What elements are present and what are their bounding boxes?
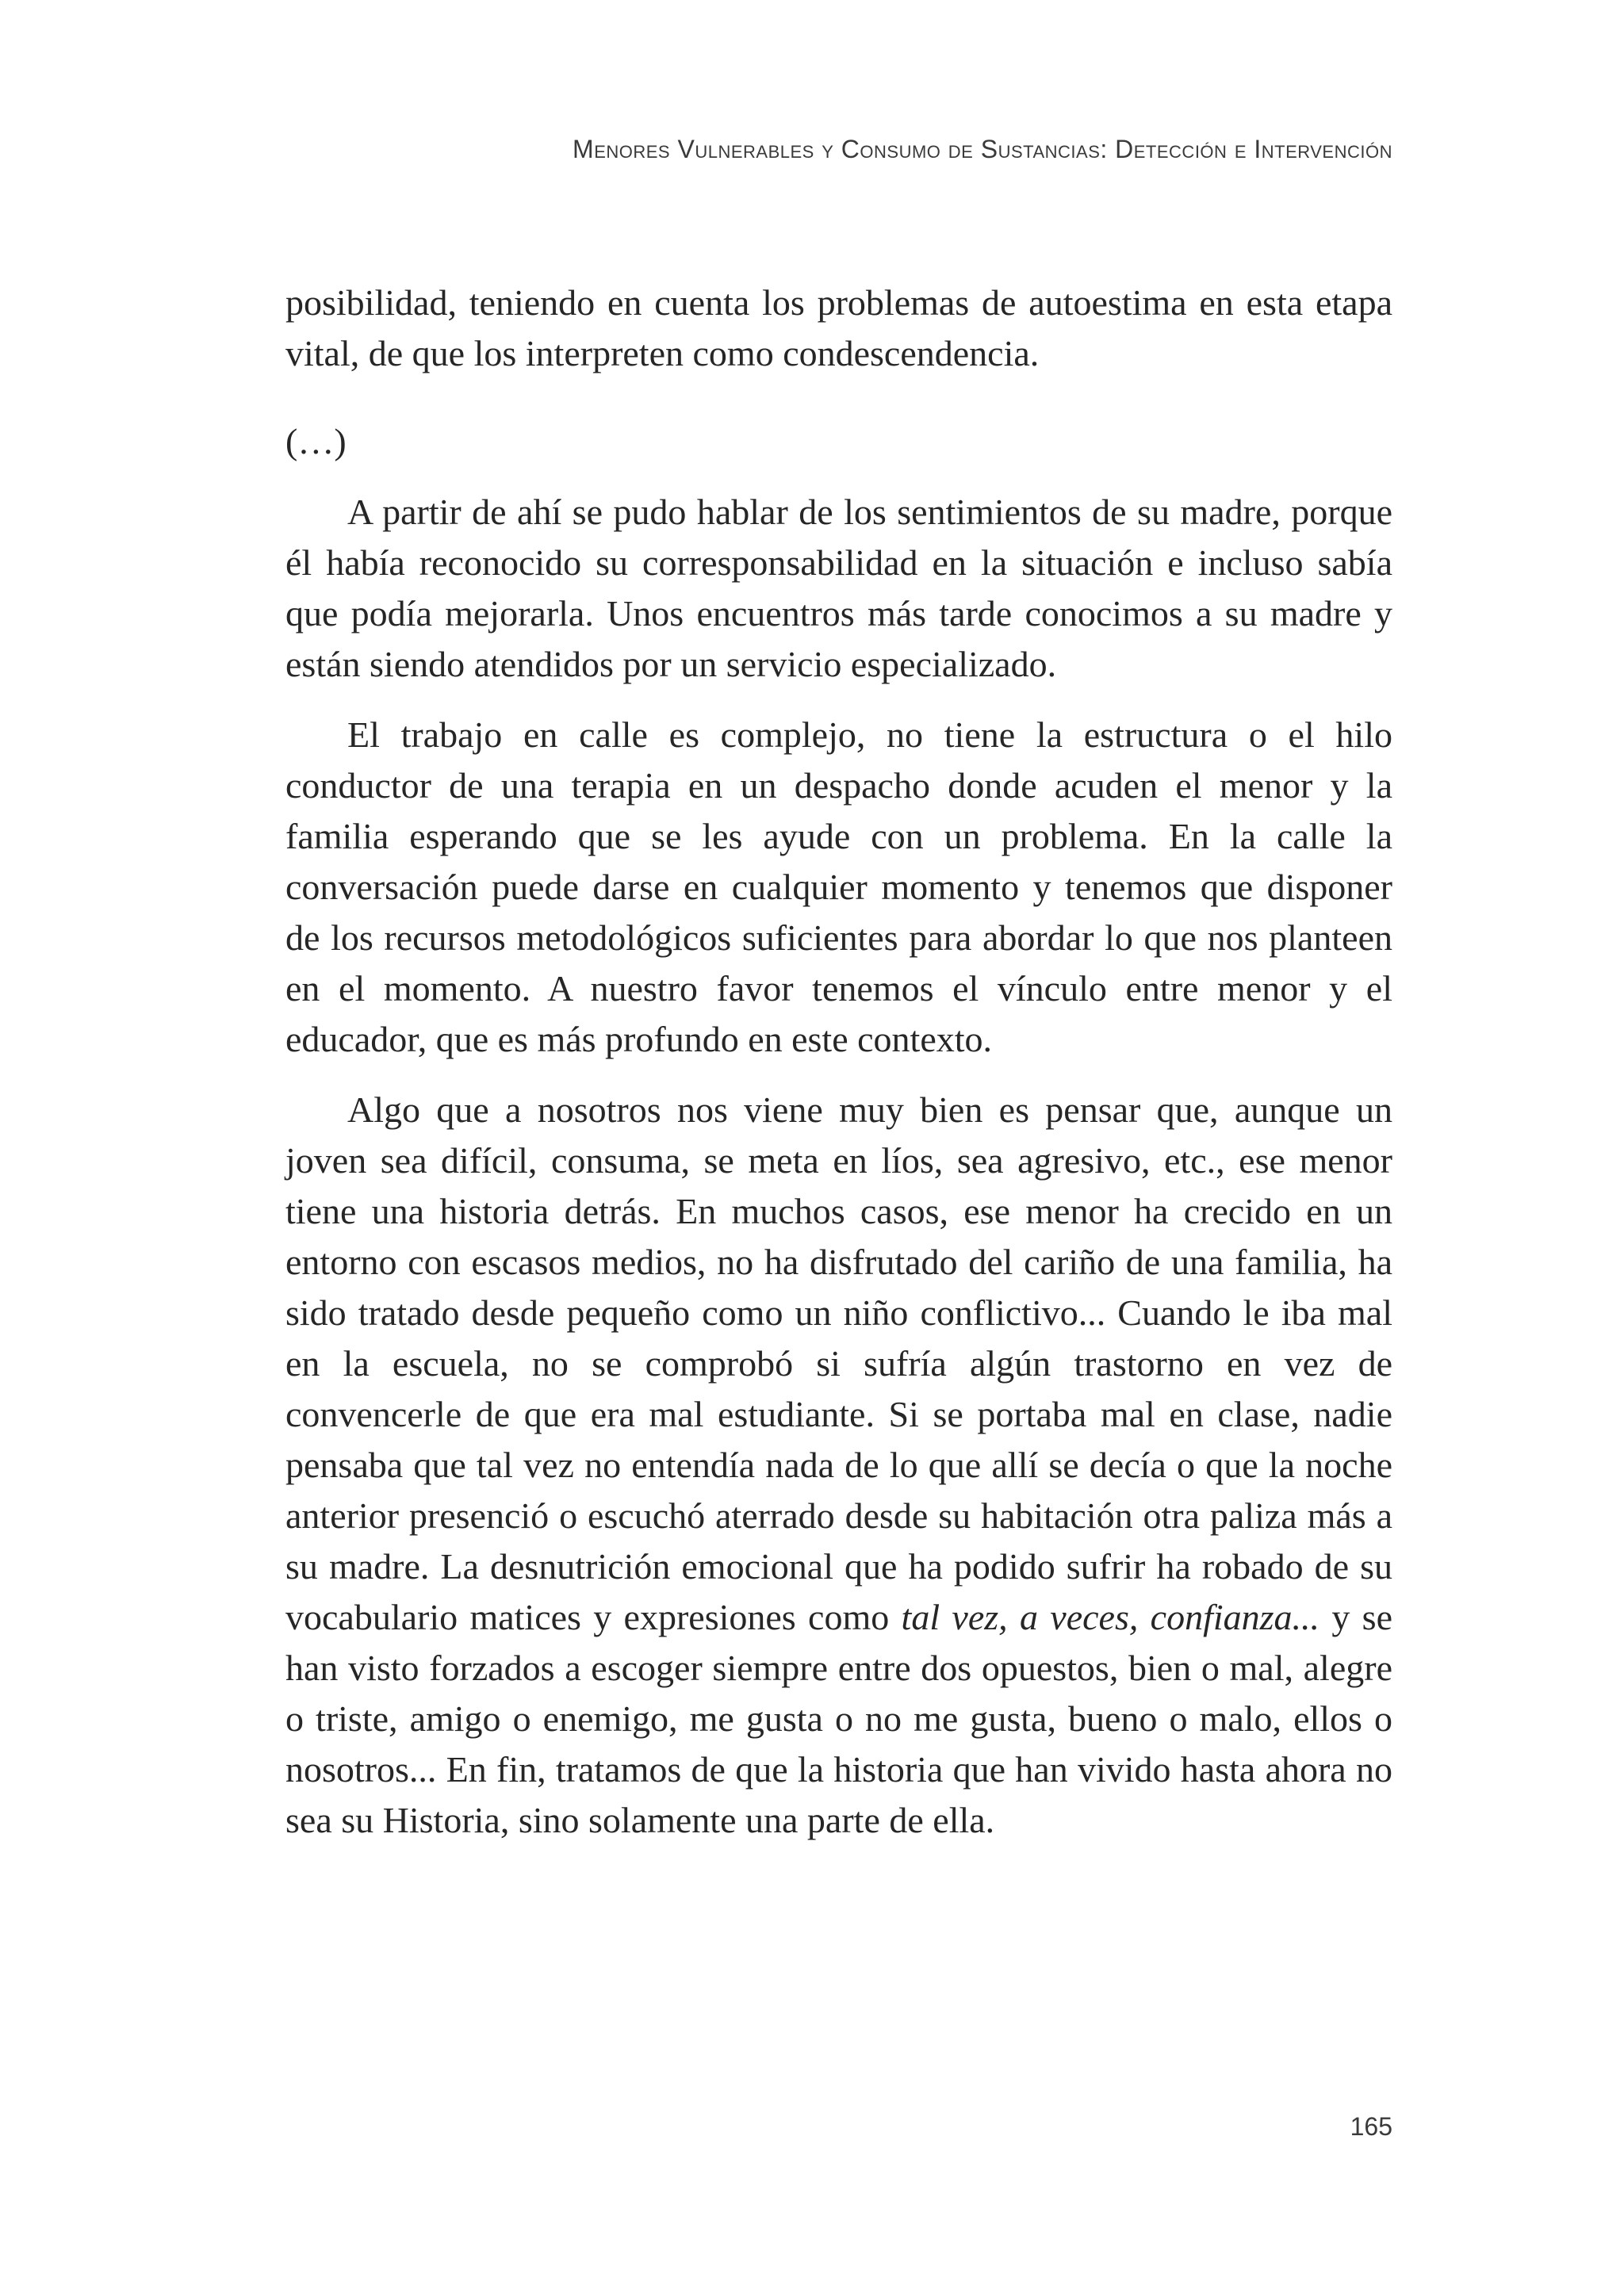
paragraph	[285, 1085, 1392, 1846]
body-text	[285, 278, 1392, 1866]
paragraph: El trabajo en calle es complejo, no tiene la estructura o el hilo conductor de una terapia en un despacho donde acuden el menor y la familia esperando que se les ayude con un problema. En la calle la conversación puede darse en cualquier momento y tenemos que disponer de los recursos metodológicos suficientes para abordar lo que nos planteen en el momento. A nuestro favor tenemos el vínculo entre menor y el educador, que es más profundo en este contexto.	[285, 714, 1392, 1059]
italic-phrase: tal vez, a veces, confianza...	[901, 1597, 1320, 1637]
page-number: 165	[1350, 2112, 1392, 2141]
paragraph: A partir de ahí se pudo hablar de los sentimientos de su madre, porque él había reconocido su corresponsabilidad en la situación e incluso sabía que podía mejorarla. Unos encuentros más tarde conocimos a su madre y están siendo atendidos por un servicio especializado.	[285, 492, 1392, 684]
paragraph: posibilidad, teniendo en cuenta los problemas de autoestima en esta etapa vital, de que los interpreten como condescendencia.	[285, 282, 1392, 373]
running-header: Menores Vulnerables y Consumo de Sustancias: Detección e Intervención	[573, 135, 1392, 163]
paragraph-text: Algo que a nosotros nos viene muy bien es pensar que, aunque un joven sea difícil, consuma, se meta en líos, sea agresivo, etc., ese menor tiene una historia detrás. En muchos casos, ese menor ha crecido en un entorno con escasos medios, no ha disfrutado del cariño de una familia, ha sido tratado desde pequeño como un niño conflictivo... Cuando le iba mal en la escuela, no se comprobó si sufría algún trastorno en vez de convencerle de que era mal estudiante. Si se portaba mal en clase, nadie pensaba que tal vez no entendía nada de lo que allí se decía o que la noche anterior presenció o escuchó aterrado desde su habitación otra paliza más a su madre. La desnutrición emocional que ha podido sufrir ha robado de su vocabulario matices y expresiones como	[285, 1089, 1392, 1637]
omission-marker: (…)	[285, 421, 347, 461]
paragraph-text: y se han visto forzados a escoger siempre entre dos opuestos, bien o mal, alegre o triste, amigo o enemigo, me gusta o no me gusta, bueno o malo, ellos o nosotros... En fin, tratamos de que la historia que han vivido hasta ahora no sea su Historia, sino solamente una parte de ella.	[285, 1597, 1392, 1840]
